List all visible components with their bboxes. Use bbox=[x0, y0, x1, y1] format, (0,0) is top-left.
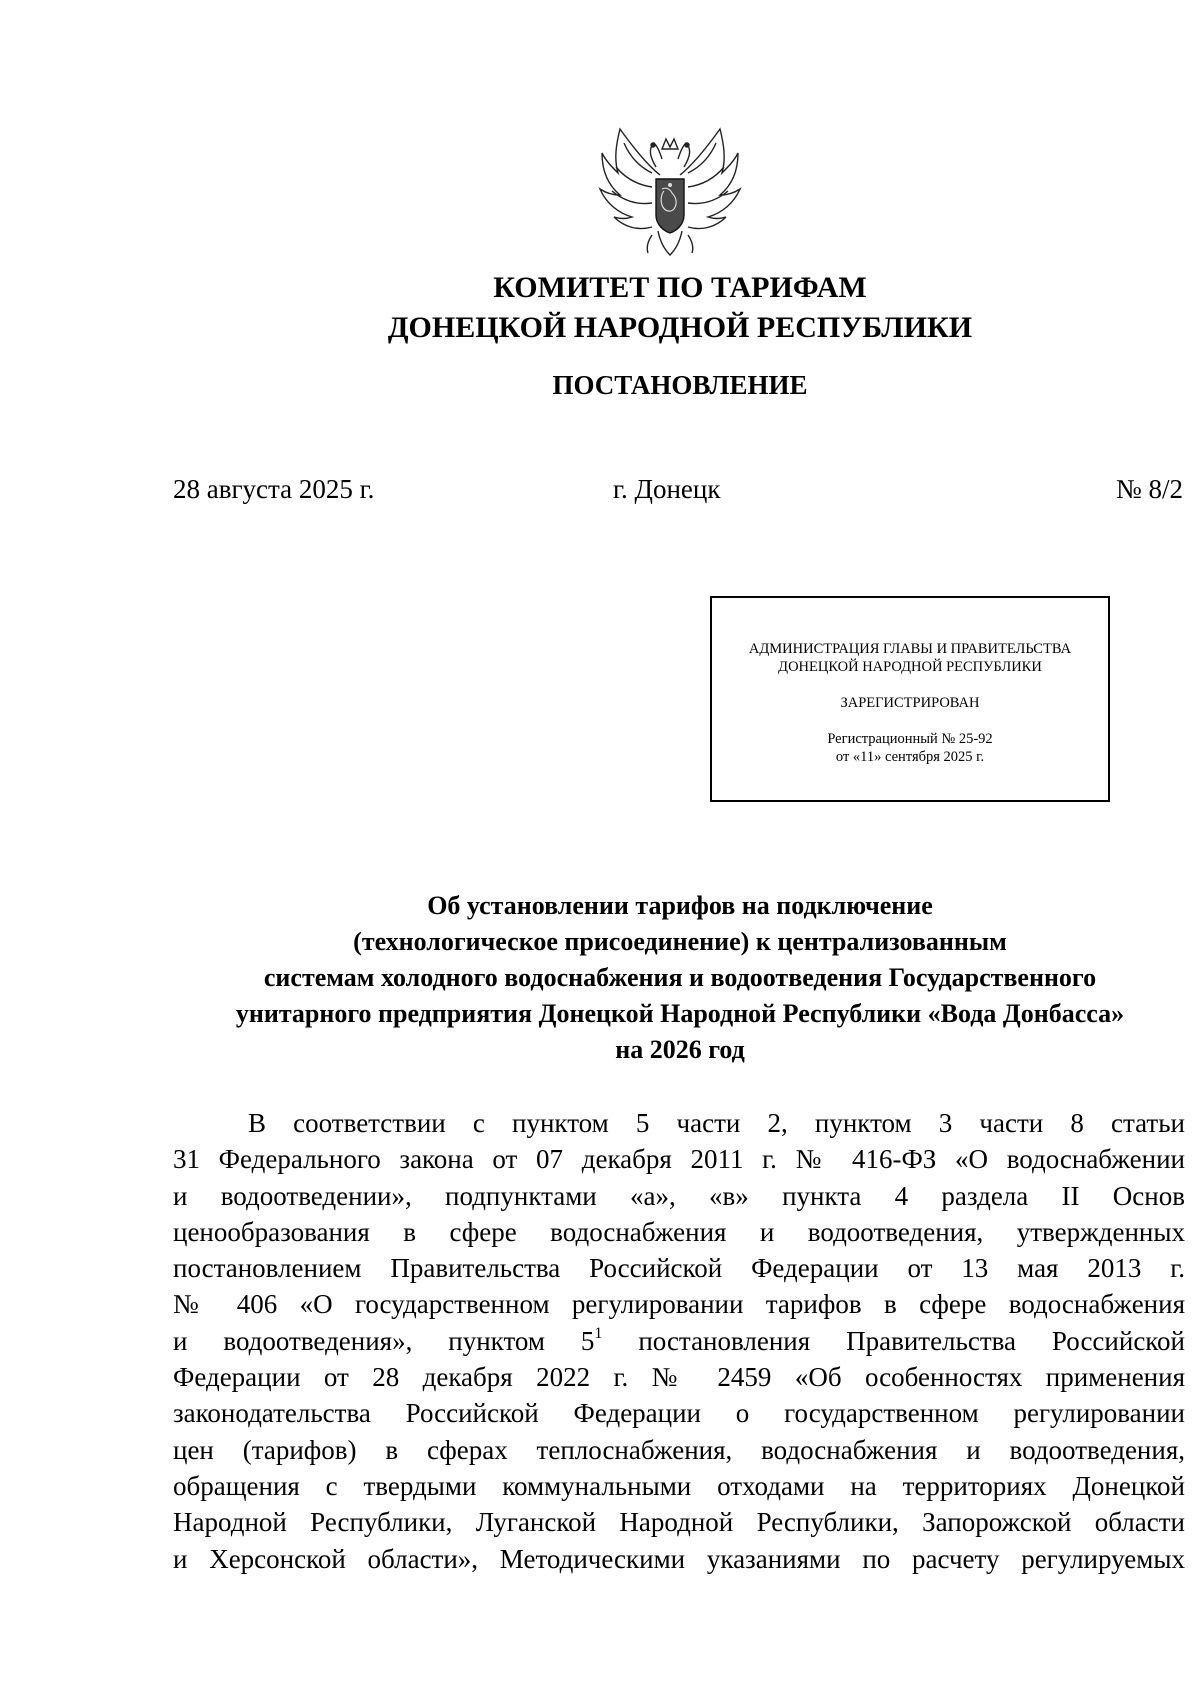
document-date: 28 августа 2025 г. bbox=[173, 474, 375, 504]
registration-authority bbox=[712, 640, 1108, 676]
document-heading-line: унитарного предприятия Донецкой Народной Республики «Вода Донбасса» bbox=[235, 999, 1125, 1028]
body-line: ценообразования в сфере водоснабжения и водоотведения, утвержденных bbox=[173, 1216, 1185, 1247]
document-heading-line: Об установлении тарифов на подключение bbox=[427, 891, 933, 920]
body-line: Федерации от 28 декабря 2022 г. № 2459 «Об особенностях применения bbox=[173, 1362, 1185, 1393]
body-paragraph bbox=[173, 1105, 1185, 1577]
document-city: г. Донецк bbox=[613, 474, 721, 504]
body-line: постановлением Правительства Российской Федерации от 13 мая 2013 г. bbox=[173, 1253, 1185, 1284]
organization-title-line-2: ДОНЕЦКОЙ НАРОДНОЙ РЕСПУБЛИКИ bbox=[387, 311, 973, 344]
body-line: В соответствии с пунктом 5 части 2, пунктом 3 части 8 статьи bbox=[248, 1108, 1185, 1138]
document-heading-line: (технологическое присоединение) к централизованным bbox=[353, 927, 1007, 956]
organization-title-line-1: КОМИТЕТ ПО ТАРИФАМ bbox=[493, 271, 867, 304]
coat-of-arms-emblem bbox=[590, 123, 750, 259]
body-line-with-superscript bbox=[173, 1323, 1185, 1359]
registration-date: от «11» сентября 2025 г. bbox=[835, 749, 985, 765]
registration-stamp bbox=[710, 596, 1110, 802]
registration-authority-line-1: АДМИНИСТРАЦИЯ ГЛАВЫ И ПРАВИТЕЛЬСТВА bbox=[748, 641, 1072, 657]
body-line: Народной Республики, Луганской Народной Республики, Запорожской области bbox=[173, 1507, 1185, 1538]
registration-number: Регистрационный № 25-92 bbox=[827, 731, 993, 747]
body-line: цен (тарифов) в сферах теплоснабжения, водоснабжения и водоотведения, bbox=[173, 1434, 1185, 1465]
body-line: 31 Федерального закона от 07 декабря 2011 г. № 416-ФЗ «О водоснабжении bbox=[173, 1144, 1185, 1175]
body-line: и водоотведении», подпунктами «а», «в» пункта 4 раздела II Основ bbox=[173, 1180, 1185, 1211]
document-meta-row bbox=[173, 474, 1183, 508]
body-line-part: постановления Правительства Российской bbox=[638, 1325, 1185, 1356]
document-type: ПОСТАНОВЛЕНИЕ bbox=[552, 370, 808, 400]
body-line: обращения с твердыми коммунальными отходами на территориях Донецкой bbox=[173, 1470, 1185, 1501]
document-heading bbox=[150, 888, 1200, 1068]
document-number: № 8/2 bbox=[1115, 474, 1183, 504]
document-heading-line: системам холодного водоснабжения и водоотведения Государственного bbox=[263, 963, 1097, 992]
body-line: № 406 «О государственном регулировании тарифов в сфере водоснабжения bbox=[173, 1289, 1185, 1320]
body-line: и Херсонской области», Методическими указаниями по расчету регулируемых bbox=[173, 1543, 1185, 1574]
footnote-superscript: 1 bbox=[594, 1324, 603, 1342]
body-line: законодательства Российской Федерации о государственном регулировании bbox=[173, 1398, 1185, 1429]
body-line-part: и водоотведения», пунктом 5 bbox=[173, 1325, 595, 1356]
document-heading-line: на 2026 год bbox=[615, 1035, 745, 1064]
registration-authority-line-2: ДОНЕЦКОЙ НАРОДНОЙ РЕСПУБЛИКИ bbox=[778, 659, 1042, 675]
registration-status: ЗАРЕГИСТРИРОВАН bbox=[840, 695, 980, 711]
organization-title bbox=[0, 268, 1200, 348]
